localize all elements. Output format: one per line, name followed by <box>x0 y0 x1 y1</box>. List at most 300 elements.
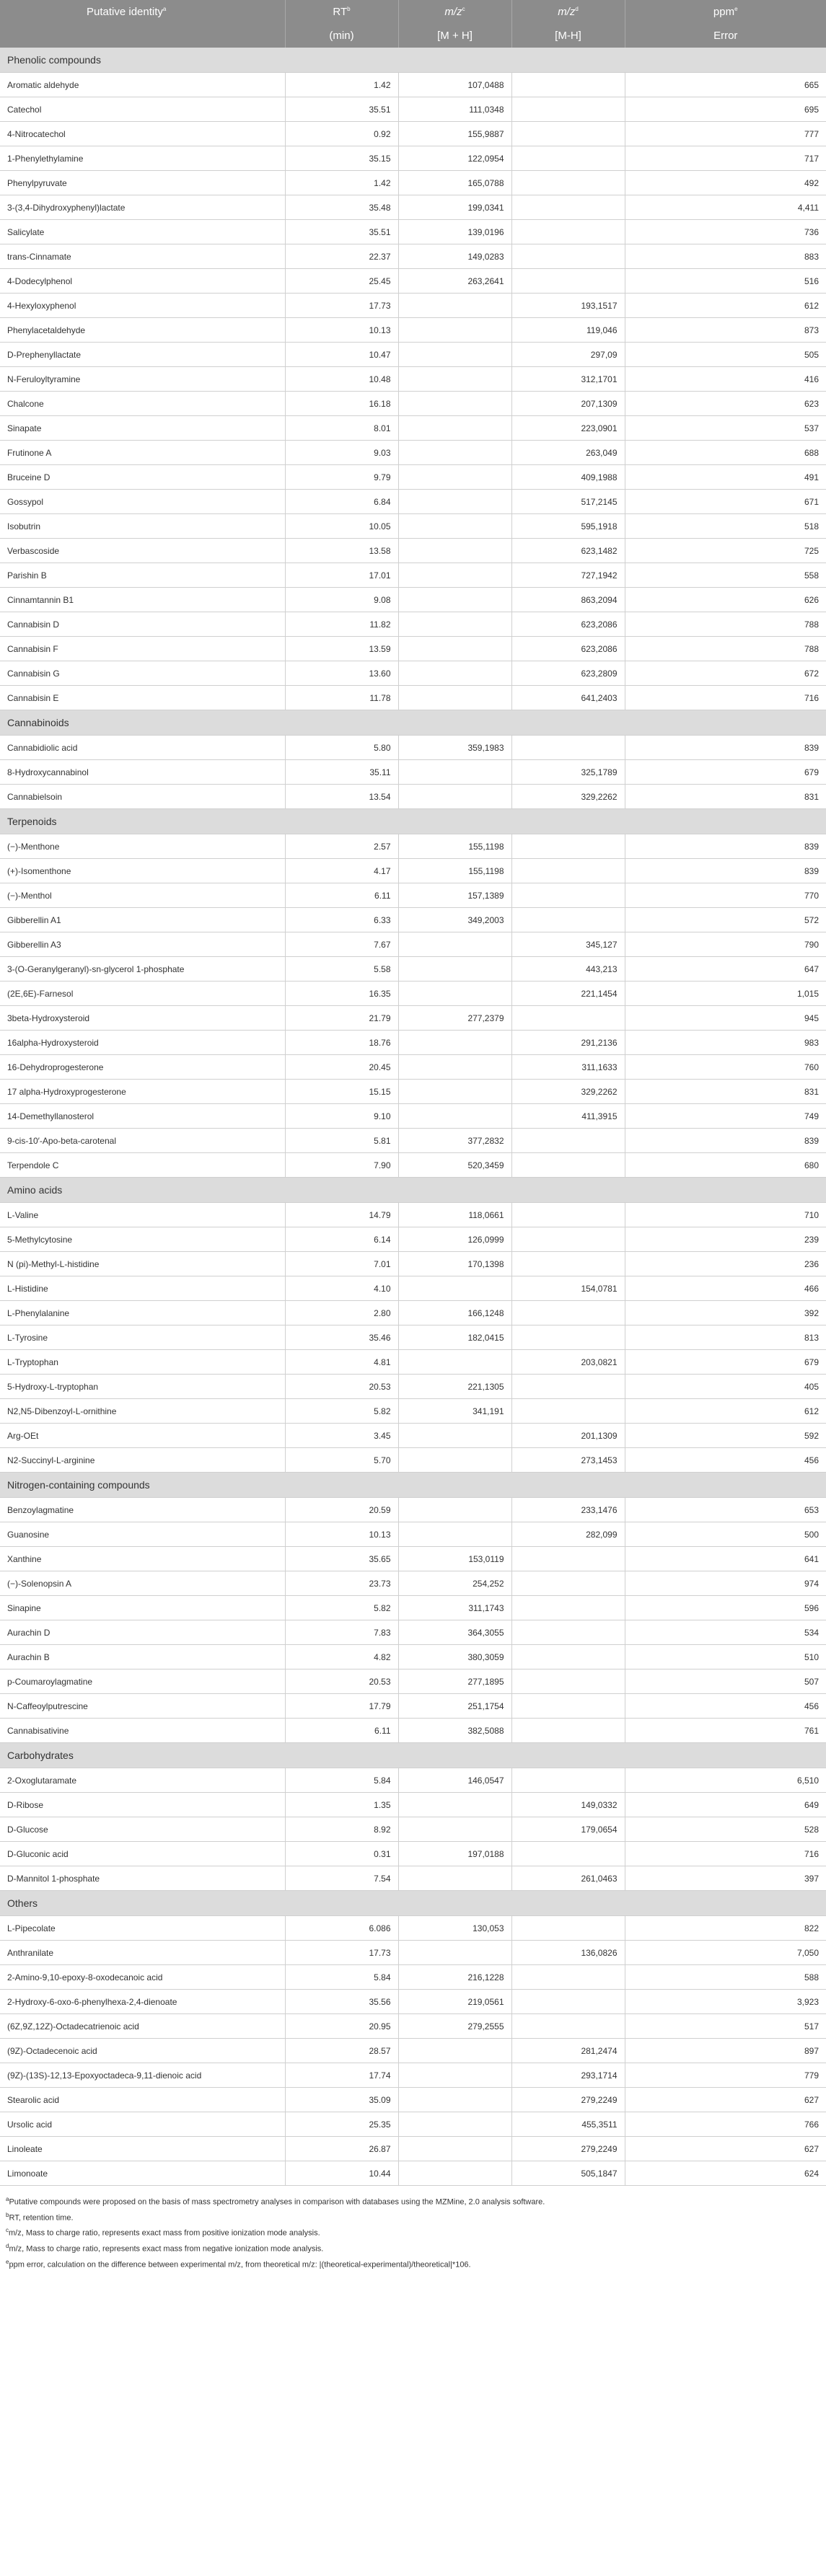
mz-neg-value <box>511 146 625 171</box>
mz-neg-value: 223,0901 <box>511 416 625 441</box>
table-row <box>0 220 826 244</box>
rt-value: 17.79 <box>285 1694 398 1719</box>
table-row <box>0 1350 826 1375</box>
mz-pos-value <box>398 1055 511 1080</box>
ppm-value: 831 <box>625 1080 826 1104</box>
table-row <box>0 859 826 883</box>
table-row <box>0 244 826 269</box>
mz-neg-value <box>511 1153 625 1178</box>
mz-pos-value: 149,0283 <box>398 244 511 269</box>
mz-neg-value: 505,1847 <box>511 2161 625 2186</box>
table-row <box>0 1399 826 1424</box>
table-row <box>0 269 826 294</box>
mz-neg-value <box>511 269 625 294</box>
mz-pos-value: 341,191 <box>398 1399 511 1424</box>
compound-name: N (pi)-Methyl-L-histidine <box>0 1252 285 1276</box>
mz-neg-value <box>511 908 625 932</box>
compound-name: Stearolic acid <box>0 2088 285 2112</box>
ppm-value: 736 <box>625 220 826 244</box>
mz-pos-value: 199,0341 <box>398 195 511 220</box>
mz-neg-value <box>511 1203 625 1227</box>
rt-value: 0.92 <box>285 122 398 146</box>
table-row <box>0 1080 826 1104</box>
ppm-value: 983 <box>625 1031 826 1055</box>
ppm-value: 790 <box>625 932 826 957</box>
table-row <box>0 318 826 343</box>
section-header <box>0 1178 826 1203</box>
mz-neg-value: 201,1309 <box>511 1424 625 1448</box>
footnote-marker: a <box>6 2196 9 2202</box>
mz-neg-value <box>511 834 625 859</box>
rt-value: 21.79 <box>285 1006 398 1031</box>
compound-name: Phenylacetaldehyde <box>0 318 285 343</box>
mz-pos-value <box>398 2112 511 2137</box>
col-header-ppm <box>625 0 826 24</box>
mz-neg-value <box>511 1645 625 1669</box>
ppm-value: 716 <box>625 686 826 710</box>
mz-pos-value <box>398 1104 511 1129</box>
rt-value: 26.87 <box>285 2137 398 2161</box>
footnote-marker: c <box>6 2227 9 2234</box>
compound-name: 5-Hydroxy-L-tryptophan <box>0 1375 285 1399</box>
col-header-mz-neg-sup: d <box>575 6 579 12</box>
rt-value: 35.51 <box>285 220 398 244</box>
mz-neg-value: 273,1453 <box>511 1448 625 1473</box>
compound-name: 2-Hydroxy-6-oxo-6-phenylhexa-2,4-dienoate <box>0 1990 285 2014</box>
mz-neg-value: 221,1454 <box>511 982 625 1006</box>
col-header-rt-label: RT <box>333 6 348 18</box>
mz-neg-value <box>511 1252 625 1276</box>
table-row <box>0 2063 826 2088</box>
ppm-value: 761 <box>625 1719 826 1743</box>
compound-name: 3beta-Hydroxysteroid <box>0 1006 285 1031</box>
ppm-value: 766 <box>625 2112 826 2137</box>
ppm-value: 839 <box>625 736 826 760</box>
ppm-value: 612 <box>625 294 826 318</box>
compound-name: 16-Dehydroprogesterone <box>0 1055 285 1080</box>
ppm-value: 3,923 <box>625 1990 826 2014</box>
col-unit-mz-neg: [M-H] <box>511 24 625 48</box>
compound-name: Arg-OEt <box>0 1424 285 1448</box>
mz-neg-value: 863,2094 <box>511 588 625 612</box>
mz-neg-value: 329,2262 <box>511 1080 625 1104</box>
compound-name: (9Z)-Octadecenoic acid <box>0 2039 285 2063</box>
rt-value: 15.15 <box>285 1080 398 1104</box>
ppm-value: 671 <box>625 490 826 514</box>
rt-value: 2.57 <box>285 834 398 859</box>
compound-name: Anthranilate <box>0 1941 285 1965</box>
compound-name: (−)-Menthone <box>0 834 285 859</box>
mz-neg-value: 282,099 <box>511 1522 625 1547</box>
mz-neg-value: 623,2809 <box>511 661 625 686</box>
mz-neg-value: 281,2474 <box>511 2039 625 2063</box>
mz-neg-value: 312,1701 <box>511 367 625 392</box>
table-row <box>0 294 826 318</box>
ppm-value: 500 <box>625 1522 826 1547</box>
ppm-value: 516 <box>625 269 826 294</box>
compound-name: Gossypol <box>0 490 285 514</box>
compound-name: Salicylate <box>0 220 285 244</box>
mz-pos-value: 139,0196 <box>398 220 511 244</box>
mz-neg-value: 291,2136 <box>511 1031 625 1055</box>
compound-name: Frutinone A <box>0 441 285 465</box>
compound-name: Benzoylagmatine <box>0 1498 285 1522</box>
ppm-value: 831 <box>625 785 826 809</box>
table-row <box>0 834 826 859</box>
compound-name: Terpendole C <box>0 1153 285 1178</box>
ppm-value: 505 <box>625 343 826 367</box>
table-row <box>0 957 826 982</box>
ppm-value: 592 <box>625 1424 826 1448</box>
mz-neg-value <box>511 1596 625 1620</box>
compound-name: Aurachin B <box>0 1645 285 1669</box>
table-row <box>0 932 826 957</box>
table-row <box>0 1498 826 1522</box>
table-row <box>0 97 826 122</box>
compound-name: D-Prephenyllactate <box>0 343 285 367</box>
mz-neg-value: 179,0654 <box>511 1817 625 1842</box>
table-body <box>0 48 826 2186</box>
rt-value: 7.67 <box>285 932 398 957</box>
mz-pos-value: 118,0661 <box>398 1203 511 1227</box>
compound-name: 2-Amino-9,10-epoxy-8-oxodecanoic acid <box>0 1965 285 1990</box>
mz-pos-value <box>398 760 511 785</box>
mz-pos-value <box>398 2137 511 2161</box>
rt-value: 5.82 <box>285 1596 398 1620</box>
section-header <box>0 1473 826 1498</box>
compound-name: Bruceine D <box>0 465 285 490</box>
section-header <box>0 1743 826 1768</box>
ppm-value: 788 <box>625 612 826 637</box>
ppm-value: 777 <box>625 122 826 146</box>
mz-neg-value <box>511 1842 625 1866</box>
ppm-value: 623 <box>625 392 826 416</box>
compound-name: Limonoate <box>0 2161 285 2186</box>
rt-value: 4.81 <box>285 1350 398 1375</box>
mz-neg-value <box>511 1768 625 1793</box>
col-header-identity <box>0 0 285 24</box>
footnote <box>6 2256 820 2272</box>
compound-name: Cannabidiolic acid <box>0 736 285 760</box>
mz-pos-value <box>398 1498 511 1522</box>
table-row <box>0 686 826 710</box>
mz-neg-value: 233,1476 <box>511 1498 625 1522</box>
rt-value: 22.37 <box>285 244 398 269</box>
mz-pos-value <box>398 785 511 809</box>
footnote-marker: b <box>6 2211 9 2218</box>
mz-neg-value: 203,0821 <box>511 1350 625 1375</box>
compound-name: 1-Phenylethylamine <box>0 146 285 171</box>
table-row <box>0 612 826 637</box>
mz-neg-value: 455,3511 <box>511 2112 625 2137</box>
mz-pos-value <box>398 686 511 710</box>
table-row <box>0 1620 826 1645</box>
compound-name: L-Pipecolate <box>0 1916 285 1941</box>
compound-name: Cinnamtannin B1 <box>0 588 285 612</box>
mz-neg-value: 443,213 <box>511 957 625 982</box>
footnote-text: m/z, Mass to charge ratio, represents exact mass from positive ionization mode analysis. <box>9 2228 320 2238</box>
mz-pos-value: 382,5088 <box>398 1719 511 1743</box>
compound-name: Cannabisin E <box>0 686 285 710</box>
table-row <box>0 195 826 220</box>
rt-value: 4.17 <box>285 859 398 883</box>
ppm-value: 627 <box>625 2137 826 2161</box>
compound-name: Xanthine <box>0 1547 285 1571</box>
table-row <box>0 367 826 392</box>
compound-name: L-Tyrosine <box>0 1326 285 1350</box>
ppm-value: 517 <box>625 2014 826 2039</box>
mz-pos-value <box>398 2039 511 2063</box>
compound-name: L-Phenylalanine <box>0 1301 285 1326</box>
mz-pos-value: 146,0547 <box>398 1768 511 1793</box>
mz-pos-value <box>398 367 511 392</box>
mz-neg-value: 279,2249 <box>511 2137 625 2161</box>
mz-pos-value: 153,0119 <box>398 1547 511 1571</box>
mz-neg-value: 345,127 <box>511 932 625 957</box>
rt-value: 6.11 <box>285 1719 398 1743</box>
mz-pos-value <box>398 2063 511 2088</box>
rt-value: 23.73 <box>285 1571 398 1596</box>
rt-value: 20.95 <box>285 2014 398 2039</box>
ppm-value: 6,510 <box>625 1768 826 1793</box>
table-row <box>0 416 826 441</box>
compound-name: 4-Nitrocatechol <box>0 122 285 146</box>
compound-name: Aromatic aldehyde <box>0 73 285 97</box>
footnote-text: ppm error, calculation on the difference between experimental m/z, from theoretical m/z: |(theoretical-experimental)/theoretical|*106. <box>9 2260 471 2270</box>
mz-neg-value: 329,2262 <box>511 785 625 809</box>
section-title: Nitrogen-containing compounds <box>0 1473 826 1498</box>
compound-name: Gibberellin A1 <box>0 908 285 932</box>
ppm-value: 627 <box>625 2088 826 2112</box>
mz-neg-value: 623,2086 <box>511 637 625 661</box>
mz-pos-value <box>398 441 511 465</box>
ppm-value: 534 <box>625 1620 826 1645</box>
rt-value: 7.01 <box>285 1252 398 1276</box>
footnote <box>6 2193 820 2209</box>
section-title: Cannabinoids <box>0 710 826 736</box>
mz-neg-value: 149,0332 <box>511 1793 625 1817</box>
table-row <box>0 2112 826 2137</box>
table-row <box>0 588 826 612</box>
table-row <box>0 441 826 465</box>
ppm-value: 456 <box>625 1448 826 1473</box>
compound-name: Ursolic acid <box>0 2112 285 2137</box>
mz-pos-value: 216,1228 <box>398 1965 511 1990</box>
compound-name: Chalcone <box>0 392 285 416</box>
footnote-marker: e <box>6 2258 9 2265</box>
compound-name: Cannabisin G <box>0 661 285 686</box>
mz-neg-value: 297,09 <box>511 343 625 367</box>
ppm-value: 717 <box>625 146 826 171</box>
compound-name: p-Coumaroylagmatine <box>0 1669 285 1694</box>
table-row <box>0 637 826 661</box>
rt-value: 35.48 <box>285 195 398 220</box>
table-row <box>0 1252 826 1276</box>
footnote-text: Putative compounds were proposed on the basis of mass spectrometry analyses in comparison with databases using the MZMine, 2.0 analysis software. <box>9 2197 545 2207</box>
rt-value: 7.83 <box>285 1620 398 1645</box>
compound-name: (6Z,9Z,12Z)-Octadecatrienoic acid <box>0 2014 285 2039</box>
mz-pos-value <box>398 563 511 588</box>
ppm-value: 679 <box>625 1350 826 1375</box>
rt-value: 1.42 <box>285 171 398 195</box>
ppm-value: 392 <box>625 1301 826 1326</box>
compound-name: Sinapine <box>0 1596 285 1620</box>
mz-pos-value: 349,2003 <box>398 908 511 932</box>
mz-pos-value: 359,1983 <box>398 736 511 760</box>
ppm-value: 839 <box>625 834 826 859</box>
mz-pos-value <box>398 588 511 612</box>
col-header-mz-neg-label: m/z <box>558 6 576 18</box>
table-row <box>0 1669 826 1694</box>
mz-neg-value <box>511 2014 625 2039</box>
compound-name: Guanosine <box>0 1522 285 1547</box>
col-header-mz-pos <box>398 0 511 24</box>
mz-pos-value: 157,1389 <box>398 883 511 908</box>
ppm-value: 626 <box>625 588 826 612</box>
rt-value: 35.15 <box>285 146 398 171</box>
mz-neg-value <box>511 1620 625 1645</box>
ppm-value: 649 <box>625 1793 826 1817</box>
rt-value: 1.35 <box>285 1793 398 1817</box>
ppm-value: 236 <box>625 1252 826 1276</box>
compound-name: 5-Methylcytosine <box>0 1227 285 1252</box>
ppm-value: 518 <box>625 514 826 539</box>
compound-name: Cannabielsoin <box>0 785 285 809</box>
rt-value: 8.01 <box>285 416 398 441</box>
table-row <box>0 2039 826 2063</box>
mz-neg-value: 263,049 <box>511 441 625 465</box>
compound-name: (9Z)-(13S)-12,13-Epoxyoctadeca-9,11-dienoic acid <box>0 2063 285 2088</box>
rt-value: 6.11 <box>285 883 398 908</box>
mz-pos-value <box>398 1941 511 1965</box>
rt-value: 5.84 <box>285 1965 398 1990</box>
col-unit-mz-pos: [M + H] <box>398 24 511 48</box>
table-row <box>0 1522 826 1547</box>
compound-name: Cannabisativine <box>0 1719 285 1743</box>
ppm-value: 647 <box>625 957 826 982</box>
footnote <box>6 2224 820 2240</box>
mz-neg-value <box>511 1669 625 1694</box>
rt-value: 9.10 <box>285 1104 398 1129</box>
table-row <box>0 908 826 932</box>
ppm-value: 897 <box>625 2039 826 2063</box>
mz-neg-value: 623,1482 <box>511 539 625 563</box>
table-row <box>0 465 826 490</box>
mz-neg-value: 293,1714 <box>511 2063 625 2088</box>
rt-value: 1.42 <box>285 73 398 97</box>
compound-name: Verbascoside <box>0 539 285 563</box>
mz-neg-value <box>511 1719 625 1743</box>
ppm-value: 624 <box>625 2161 826 2186</box>
rt-value: 3.45 <box>285 1424 398 1448</box>
ppm-value: 596 <box>625 1596 826 1620</box>
table-header <box>0 0 826 48</box>
table-row <box>0 1424 826 1448</box>
table-row <box>0 73 826 97</box>
compound-name: Cannabisin F <box>0 637 285 661</box>
col-header-mz-pos-sup: c <box>462 6 465 12</box>
footnote-marker: d <box>6 2242 9 2249</box>
mz-pos-value <box>398 2088 511 2112</box>
col-header-mz-pos-label: m/z <box>444 6 462 18</box>
rt-value: 5.80 <box>285 736 398 760</box>
section-title: Amino acids <box>0 1178 826 1203</box>
table-row <box>0 785 826 809</box>
rt-value: 5.70 <box>285 1448 398 1473</box>
table-row <box>0 1153 826 1178</box>
mz-neg-value <box>511 859 625 883</box>
mz-pos-value <box>398 490 511 514</box>
compound-name: Gibberellin A3 <box>0 932 285 957</box>
table-row <box>0 1941 826 1965</box>
table-row <box>0 122 826 146</box>
rt-value: 10.47 <box>285 343 398 367</box>
ppm-value: 779 <box>625 2063 826 2088</box>
rt-value: 28.57 <box>285 2039 398 2063</box>
table-row <box>0 1031 826 1055</box>
footnote <box>6 2209 820 2225</box>
section-title: Carbohydrates <box>0 1743 826 1768</box>
table-row <box>0 1817 826 1842</box>
table-row <box>0 883 826 908</box>
mz-pos-value <box>398 343 511 367</box>
mz-pos-value: 165,0788 <box>398 171 511 195</box>
mz-neg-value: 279,2249 <box>511 2088 625 2112</box>
mz-neg-value: 311,1633 <box>511 1055 625 1080</box>
mz-pos-value: 219,0561 <box>398 1990 511 2014</box>
ppm-value: 510 <box>625 1645 826 1669</box>
rt-value: 8.92 <box>285 1817 398 1842</box>
rt-value: 10.13 <box>285 318 398 343</box>
mz-pos-value: 182,0415 <box>398 1326 511 1350</box>
table-row <box>0 1006 826 1031</box>
ppm-value: 491 <box>625 465 826 490</box>
table-row <box>0 2137 826 2161</box>
mz-pos-value <box>398 539 511 563</box>
rt-value: 7.54 <box>285 1866 398 1891</box>
rt-value: 4.82 <box>285 1645 398 1669</box>
col-unit-rt: (min) <box>285 24 398 48</box>
mz-pos-value <box>398 294 511 318</box>
mz-neg-value <box>511 1571 625 1596</box>
mz-pos-value <box>398 514 511 539</box>
ppm-value: 239 <box>625 1227 826 1252</box>
rt-value: 20.53 <box>285 1669 398 1694</box>
mz-pos-value <box>398 1866 511 1891</box>
mz-pos-value <box>398 1522 511 1547</box>
rt-value: 10.05 <box>285 514 398 539</box>
compound-name: Isobutrin <box>0 514 285 539</box>
table-row <box>0 1129 826 1153</box>
mz-pos-value <box>398 1424 511 1448</box>
ppm-value: 716 <box>625 1842 826 1866</box>
mz-neg-value: 409,1988 <box>511 465 625 490</box>
rt-value: 35.56 <box>285 1990 398 2014</box>
table-row <box>0 1375 826 1399</box>
rt-value: 16.35 <box>285 982 398 1006</box>
compound-name: (−)-Solenopsin A <box>0 1571 285 1596</box>
section-header <box>0 1891 826 1916</box>
rt-value: 6.33 <box>285 908 398 932</box>
ppm-value: 760 <box>625 1055 826 1080</box>
rt-value: 9.79 <box>285 465 398 490</box>
compound-name: L-Tryptophan <box>0 1350 285 1375</box>
ppm-value: 974 <box>625 1571 826 1596</box>
mz-pos-value: 122,0954 <box>398 146 511 171</box>
mz-pos-value <box>398 392 511 416</box>
rt-value: 17.01 <box>285 563 398 588</box>
compound-name: (+)-Isomenthone <box>0 859 285 883</box>
